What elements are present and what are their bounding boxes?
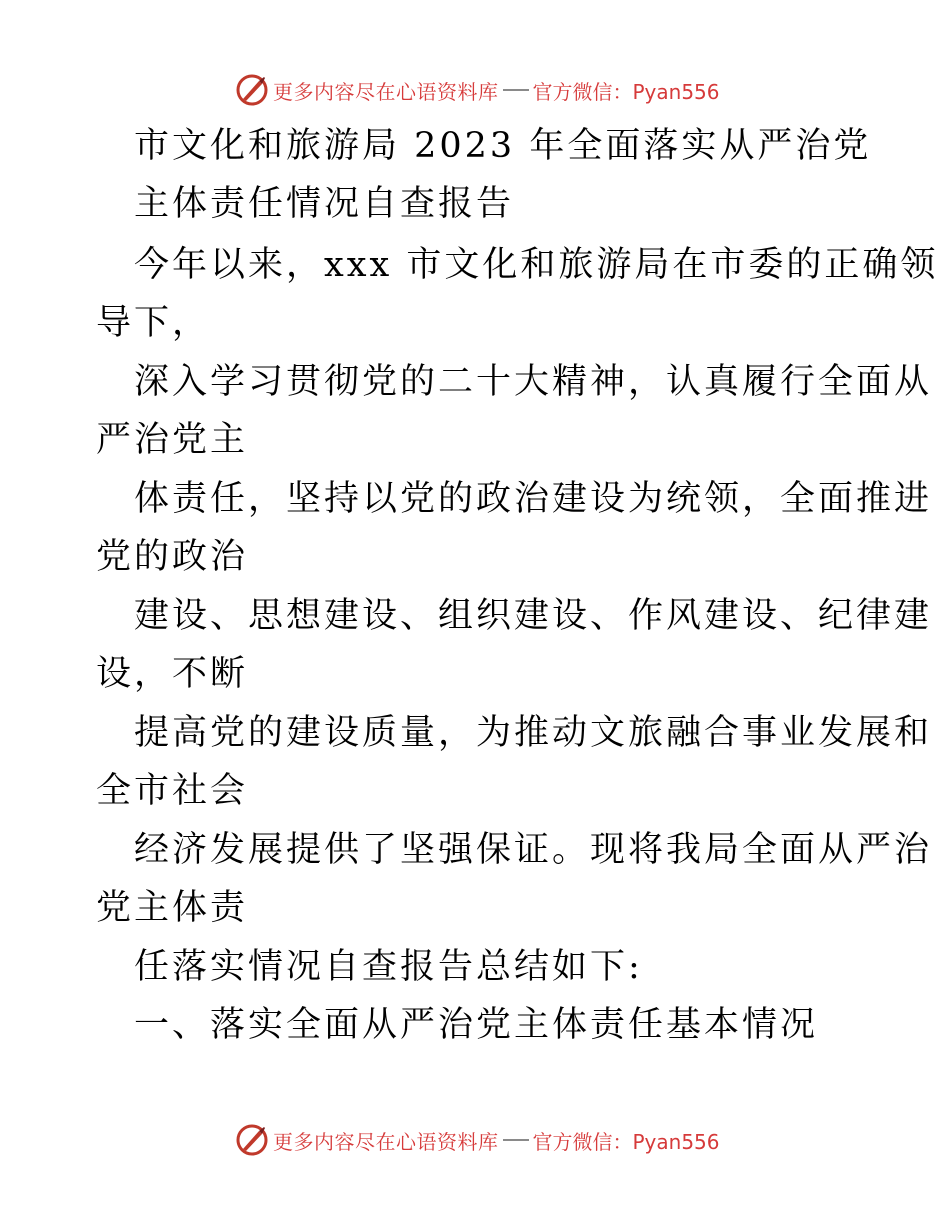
doc-title-line-1: 市文化和旅游局 2023 年全面落实从严治党 [134,126,872,166]
doc-body-line: 严治党主 [96,420,249,460]
header-banner-lead: 更多内容尽在心语资料库 [273,79,499,104]
footer-watermark-banner [235,1122,720,1158]
header-banner-dash [503,89,529,91]
header-banner-tail: 官方微信：Pyan556 [532,79,720,104]
footer-banner-lead: 更多内容尽在心语资料库 [273,1129,499,1154]
doc-body-line: 建设、思想建设、组织建设、作风建设、纪律建 [134,596,933,636]
doc-body-line: 体责任，坚持以党的政治建设为统领，全面推进 [134,479,933,519]
doc-body-line: 导下， [96,303,211,343]
doc-body-line: 提高党的建设质量，为推动文旅融合事业发展和 [134,713,933,753]
doc-title-line-2: 主体责任情况自查报告 [134,184,515,224]
quill-logo-icon [235,73,269,107]
quill-logo-icon [235,1123,269,1157]
footer-banner-tail: 官方微信：Pyan556 [532,1129,720,1154]
doc-body-line: 设，不断 [96,654,249,694]
doc-body-line: 党主体责 [96,888,249,928]
header-watermark-banner [235,72,720,108]
doc-body-line: 党的政治 [96,537,249,577]
doc-body-line: 今年以来，xxx 市文化和旅游局在市委的正确领 [134,245,939,285]
doc-body-line: 全市社会 [96,771,249,811]
doc-body-line: 深入学习贯彻党的二十大精神，认真履行全面从 [134,362,933,402]
doc-body-line: 任落实情况自查报告总结如下: [134,947,643,987]
doc-body-line: 经济发展提供了坚强保证。现将我局全面从严治 [134,830,933,870]
doc-section-heading: 一、落实全面从严治党主体责任基本情况 [134,1005,819,1045]
footer-banner-dash [503,1139,529,1141]
